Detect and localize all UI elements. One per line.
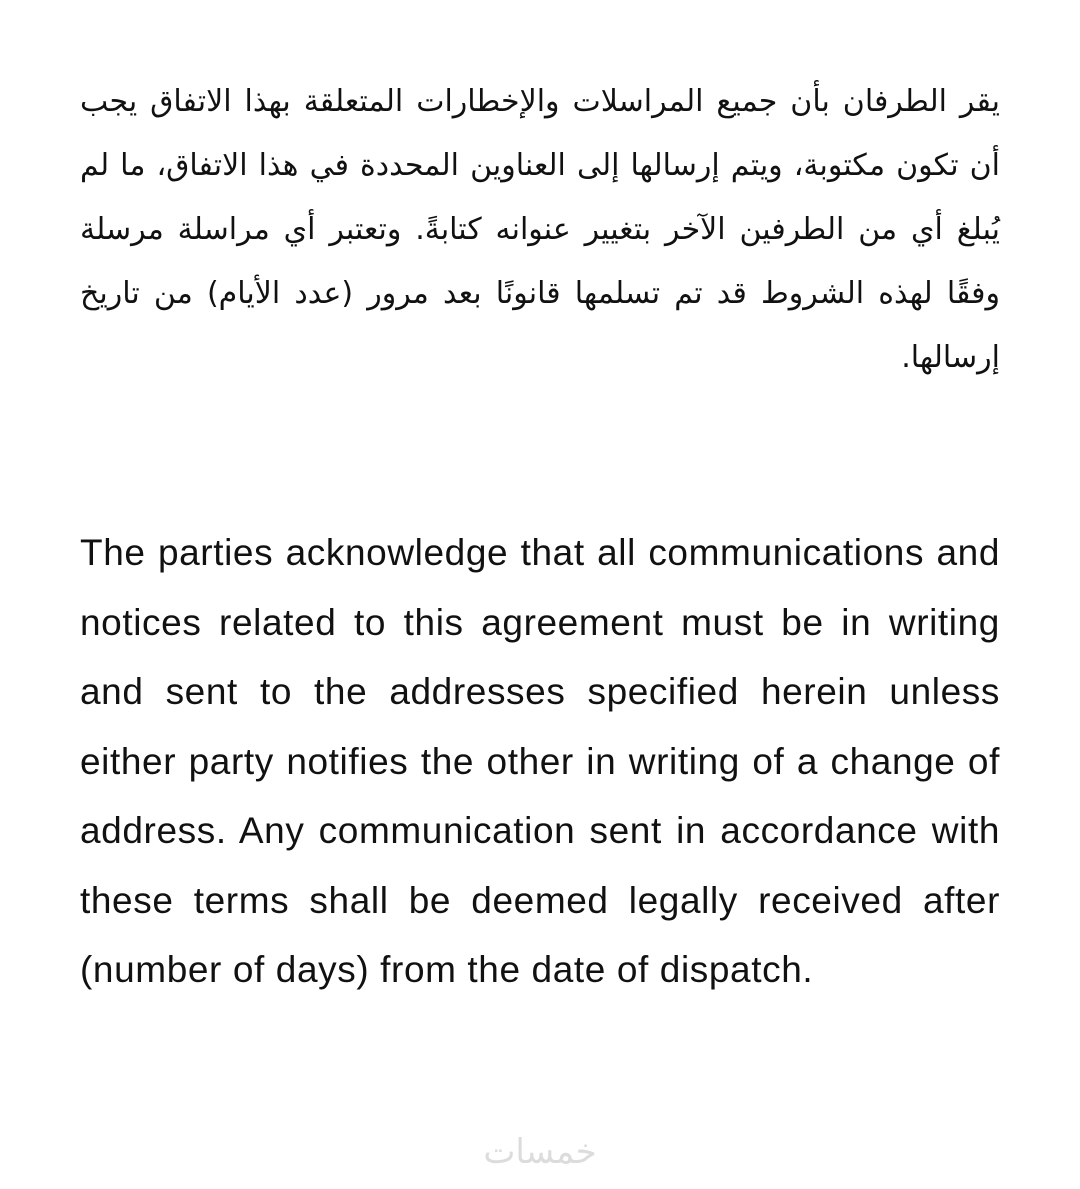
watermark-logo: خمسات <box>483 1132 597 1172</box>
english-paragraph: The parties acknowledge that all communications and notices related to this agreement must be in writing and sent to the addresses specified herein unless either party notifies the other in writing of a change of address. Any communication sent in accordance with these terms shall be deemed legally received after (number of days) from the date of dispatch. <box>80 532 1000 990</box>
arabic-paragraph: يقر الطرفان بأن جميع المراسلات والإخطارات المتعلقة بهذا الاتفاق يجب أن تكون مكتوبة، ويتم إرسالها إلى العناوين المحددة في هذا الاتفاق، ما لم يُبلغ أي من الطرفين الآخر بتغيير عنوانه كتابةً. وتعتبر أي مراسلة مرسلة وفقًا لهذه الشروط قد تم تسلمها قانونًا بعد مرور (عدد الأيام) من تاريخ إرسالها. <box>80 84 1000 375</box>
